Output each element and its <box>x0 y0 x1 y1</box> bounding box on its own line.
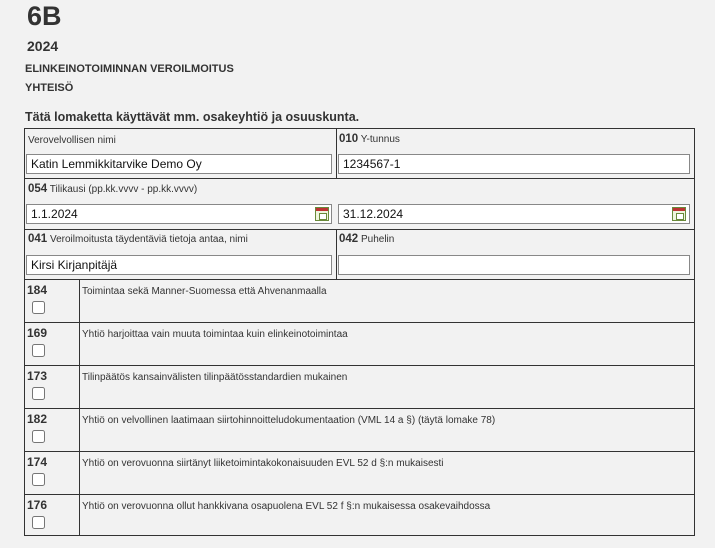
form-intro: Tätä lomaketta käyttävät mm. osakeyhtiö ja osuuskunta. <box>25 110 360 124</box>
field-label-text: Veroilmoitusta täydentäviä tietoja antaa, nimi <box>49 234 248 245</box>
grid-line <box>25 365 694 366</box>
fiscal-period-start-field[interactable] <box>26 204 332 224</box>
phone-field[interactable] <box>338 255 690 275</box>
checkbox-184[interactable] <box>32 301 45 314</box>
checkbox-182[interactable] <box>32 430 45 443</box>
calendar-icon[interactable] <box>315 207 329 221</box>
fiscal-period-label <box>28 183 197 195</box>
field-label-text: Puhelin <box>360 234 395 245</box>
row-code: 182 <box>27 412 48 426</box>
grid-line <box>25 178 694 179</box>
row-label: Yhtiö on velvollinen laatimaan siirtohinnoitteludokumentaation (VML 14 a §) (täytä lomake 78) <box>82 415 496 426</box>
row-label: Tilinpäätös kansainvälisten tilinpäätösstandardien mukainen <box>82 372 348 383</box>
grid-line <box>25 408 694 409</box>
grid-line <box>25 451 694 452</box>
grid-line <box>336 229 337 279</box>
grid-line <box>25 322 694 323</box>
business-id-label <box>339 133 400 145</box>
taxpayer-name-label: Verovelvollisen nimi <box>28 135 116 146</box>
grid-line <box>25 229 694 230</box>
field-code: 054 <box>28 183 48 195</box>
checkbox-176[interactable] <box>32 516 45 529</box>
row-label: Yhtiö harjoittaa vain muuta toimintaa kuin elinkeinotoimintaa <box>82 329 348 340</box>
grid-line <box>79 279 80 535</box>
field-label-text: Tilikausi (pp.kk.vvvv - pp.kk.vvvv) <box>49 184 198 195</box>
row-code: 169 <box>27 326 48 340</box>
row-code: 184 <box>27 283 48 297</box>
row-code: 173 <box>27 369 48 383</box>
entity-type: YHTEISÖ <box>25 82 74 94</box>
row-label: Yhtiö on verovuonna ollut hankkivana osapuolena EVL 52 f §:n mukaisessa osakevaihdossa <box>82 501 491 512</box>
form-title: ELINKEINOTOIMINNAN VEROILMOITUS <box>25 63 234 75</box>
field-code: 041 <box>28 233 48 245</box>
field-code: 042 <box>339 233 359 245</box>
row-code: 174 <box>27 455 48 469</box>
business-id-field[interactable] <box>338 154 690 174</box>
checkbox-173[interactable] <box>32 387 45 400</box>
tax-year: 2024 <box>27 38 59 54</box>
row-label: Yhtiö on verovuonna siirtänyt liiketoimintakokonaisuuden EVL 52 d §:n mukaisesti <box>82 458 444 469</box>
field-label-text: Y-tunnus <box>360 134 400 145</box>
grid-line <box>25 279 694 280</box>
field-code: 010 <box>339 133 359 145</box>
form-code: 6B <box>27 1 62 31</box>
row-label: Toimintaa sekä Manner-Suomessa että Ahvenanmaalla <box>82 286 327 297</box>
calendar-icon[interactable] <box>672 207 686 221</box>
grid-line <box>25 494 694 495</box>
contact-name-field[interactable] <box>26 255 332 275</box>
checkbox-174[interactable] <box>32 473 45 486</box>
contact-name-label <box>28 233 248 245</box>
row-code: 176 <box>27 498 48 512</box>
grid-line <box>336 129 337 178</box>
taxpayer-name-field[interactable] <box>26 154 332 174</box>
phone-label <box>339 233 394 245</box>
fiscal-period-end-field[interactable] <box>338 204 690 224</box>
checkbox-169[interactable] <box>32 344 45 357</box>
